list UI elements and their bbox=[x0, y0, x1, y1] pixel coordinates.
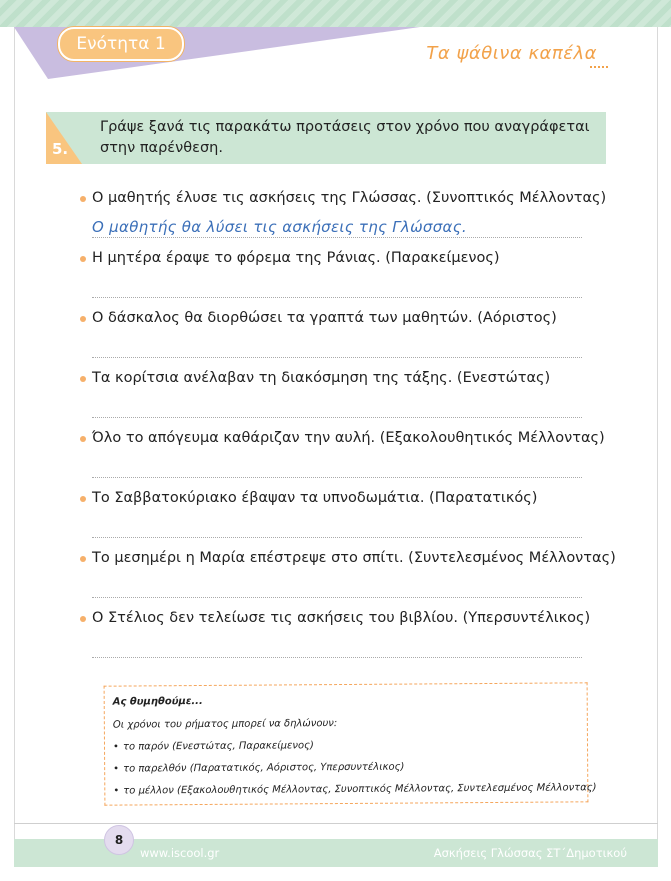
answer-line-6[interactable] bbox=[92, 537, 582, 538]
exercise-sentence: Ο μαθητής έλυσε τις ασκήσεις της Γλώσσας. (Συνοπτικός Μέλλοντας) bbox=[92, 190, 607, 206]
exercise-sentence: Ο Στέλιος δεν τελείωσε τις ασκήσεις του βιβλίου. (Υπερσυντέλικος) bbox=[92, 610, 591, 626]
footer-book-title: Ασκήσεις Γλώσσας ΣΤ΄Δημοτικού bbox=[433, 846, 627, 860]
instruction-line-1: Γράψε ξανά τις παρακάτω προτάσεις στον χρόνο που αναγράφεται bbox=[100, 119, 590, 135]
bullet-dot: • bbox=[113, 785, 120, 797]
exercise-sentence: Τα κορίτσια ανέλαβαν τη διακόσμηση της τάξης. (Ενεστώτας) bbox=[92, 370, 551, 386]
answer-line-3[interactable] bbox=[92, 357, 582, 358]
exercise-item-5 bbox=[80, 430, 620, 446]
bullet-dot: • bbox=[112, 741, 119, 753]
exercise-number: 5. bbox=[52, 140, 69, 158]
reminder-item bbox=[113, 782, 596, 796]
title-underline-dots bbox=[590, 64, 608, 68]
exercise-item-4 bbox=[80, 370, 620, 386]
answer-line-4[interactable] bbox=[92, 417, 582, 418]
reminder-item-text: το παρελθόν (Παρατατικός, Αόριστος, Υπερσυντέλικος) bbox=[123, 761, 405, 775]
answer-text[interactable]: Ο μαθητής θα λύσει τις ασκήσεις της Γλώσσας. bbox=[92, 218, 467, 236]
answer-line-8[interactable] bbox=[92, 657, 582, 658]
exercise-sentence: Όλο το απόγευμα καθάριζαν την αυλή. (Εξακολουθητικός Μέλλοντας) bbox=[92, 430, 605, 446]
exercise-item-8 bbox=[80, 610, 620, 626]
bullet-dot bbox=[80, 496, 86, 502]
unit-badge: Ενότητα 1 bbox=[58, 27, 184, 61]
reminder-item-text: το παρόν (Ενεστώτας, Παρακείμενος) bbox=[122, 740, 314, 753]
exercise-item-1 bbox=[80, 190, 620, 206]
bullet-dot bbox=[80, 376, 86, 382]
bullet-dot bbox=[80, 556, 86, 562]
exercise-sentence: Το Σαββατοκύριακο έβαψαν τα υπνοδωμάτια. (Παρατατικός) bbox=[92, 490, 538, 506]
answer-line-1[interactable] bbox=[92, 237, 582, 238]
instruction-line-2: στην παρένθεση. bbox=[100, 140, 223, 156]
exercise-instruction bbox=[100, 117, 600, 159]
frame-border-left bbox=[14, 27, 15, 847]
exercise-sentence: Ο δάσκαλος θα διορθώσει τα γραπτά των μαθητών. (Αόριστος) bbox=[92, 310, 557, 326]
answer-line-2[interactable] bbox=[92, 297, 582, 298]
footer-divider bbox=[14, 823, 658, 824]
reminder-title: Ας θυμηθούμε... bbox=[112, 695, 203, 708]
exercise-item-7 bbox=[80, 550, 620, 566]
reminder-item bbox=[113, 762, 404, 775]
reminder-box bbox=[104, 682, 597, 805]
exercise-sentence: Η μητέρα έραψε το φόρεμα της Ράνιας. (Παρακείμενος) bbox=[92, 250, 500, 266]
bullet-dot bbox=[80, 196, 86, 202]
answer-line-7[interactable] bbox=[92, 597, 582, 598]
exercise-sentence: Το μεσημέρι η Μαρία επέστρεψε στο σπίτι. (Συντελεσμένος Μέλλοντας) bbox=[92, 550, 616, 566]
page-title: Τα ψάθινα καπέλα bbox=[426, 43, 597, 64]
reminder-intro: Οι χρόνοι του ρήματος μπορεί να δηλώνουν: bbox=[112, 718, 338, 731]
answer-line-5[interactable] bbox=[92, 477, 582, 478]
frame-border-right bbox=[657, 27, 658, 847]
bullet-dot: • bbox=[113, 763, 120, 775]
bullet-dot bbox=[80, 616, 86, 622]
top-stripe bbox=[0, 0, 671, 27]
footer-url[interactable]: www.iscool.gr bbox=[140, 846, 220, 860]
exercise-item-6 bbox=[80, 490, 620, 506]
bullet-dot bbox=[80, 436, 86, 442]
page-number: 8 bbox=[104, 825, 134, 855]
exercise-item-2 bbox=[80, 250, 620, 266]
reminder-item bbox=[113, 740, 314, 752]
exercise-item-3 bbox=[80, 310, 620, 326]
bullet-dot bbox=[80, 316, 86, 322]
bullet-dot bbox=[80, 256, 86, 262]
reminder-item-text: το μέλλον (Εξακολουθητικός Μέλλοντας, Συνοπτικός Μέλλοντας, Συντελεσμένος Μέλλοντας) bbox=[123, 782, 597, 797]
